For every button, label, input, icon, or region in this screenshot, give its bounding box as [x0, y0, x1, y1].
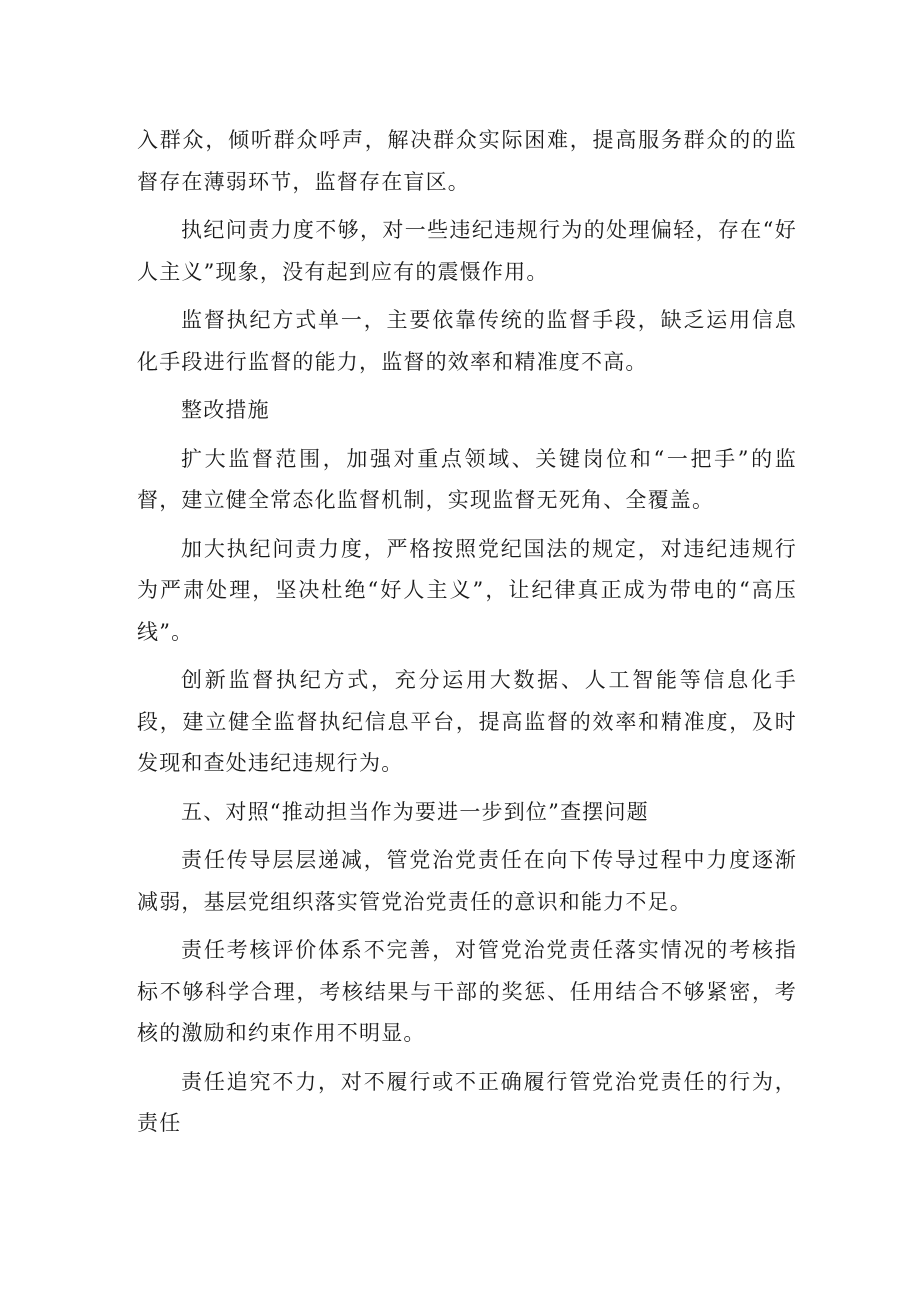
paragraph-innovate-methods: 创新监督执纪方式，充分运用大数据、人工智能等信息化手段，建立健全监督执纪信息平台，提高监督的效率和精准度，及时发现和查处违纪违规行为。	[137, 668, 797, 775]
paragraph-responsibility-transmission: 责任传导层层递减，管党治党责任在向下传导过程中力度逐渐减弱，基层党组织落实管党治党责任的意识和能力不足。	[137, 848, 797, 914]
paragraph-supervision-method: 监督执纪方式单一，主要依靠传统的监督手段，缺乏运用信息化手段进行监督的能力，监督的效率和精准度不高。	[137, 308, 797, 374]
section-heading-rectification: 整改措施	[181, 398, 270, 422]
section-heading-five: 五、对照“推动担当作为要进一步到位”查摆问题	[181, 799, 649, 824]
paragraph-accountability-weak: 执纪问责力度不够，对一些违纪违规行为的处理偏轻，存在“好人主义”现象，没有起到应有的震慑作用。	[137, 218, 797, 284]
paragraph-accountability-pursuit: 责任追究不力，对不履行或不正确履行管党治党责任的行为，责任	[137, 1069, 797, 1135]
paragraph-assessment-system: 责任考核评价体系不完善，对管党治党责任落实情况的考核指标不够科学合理，考核结果与干部的奖惩、任用结合不够紧密，考核的激励和约束作用不明显。	[137, 938, 797, 1045]
paragraph-continuation: 入群众，倾听群众呼声，解决群众实际困难，提高服务群众的的监督存在薄弱环节，监督存在盲区。	[137, 128, 797, 194]
paragraph-expand-scope: 扩大监督范围，加强对重点领域、关键岗位和“一把手”的监督，建立健全常态化监督机制，实现监督无死角、全覆盖。	[137, 446, 797, 512]
document-body	[137, 120, 797, 1152]
paragraph-increase-accountability: 加大执纪问责力度，严格按照党纪国法的规定，对违纪违规行为严肃处理，坚决杜绝“好人主义”，让纪律真正成为带电的“高压线”。	[137, 536, 797, 644]
